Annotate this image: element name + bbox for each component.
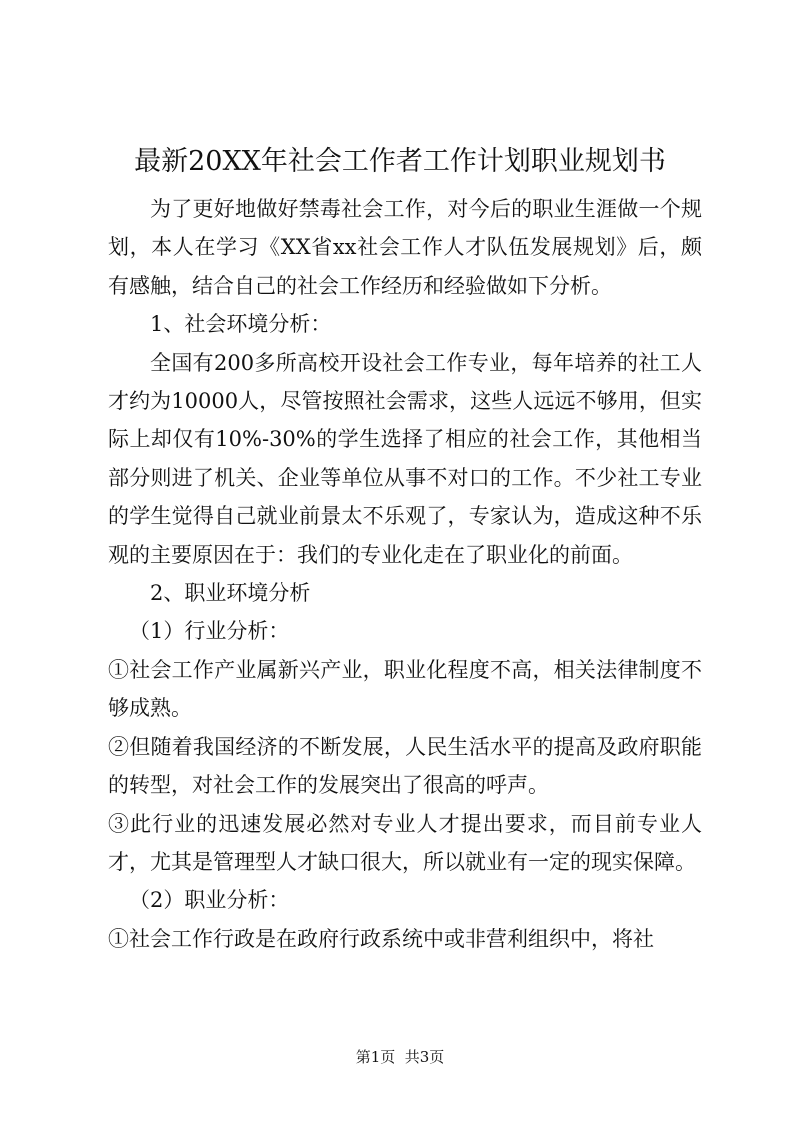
occupation-point-1: ①社会工作行政是在政府行政系统中或非营利组织中，将社 <box>108 926 654 951</box>
industry-point-1: ①社会工作产业属新兴产业，职业化程度不高，相关法律制度不够成熟。 <box>108 657 702 721</box>
intro-paragraph: 为了更好地做好禁毒社会工作，对今后的职业生涯做一个规划，本人在学习《XX省xx社会工作人才队伍发展规划》后，颇有感触，结合自己的社会工作经历和经验做如下分析。 <box>108 197 702 298</box>
section-heading-career-environment: 2、职业环境分析 <box>150 581 311 606</box>
subsection-heading-occupation-analysis: （2）职业分析： <box>129 888 290 913</box>
page-footer: 第1页 共3页 <box>355 1048 445 1066</box>
document-body <box>108 190 702 958</box>
industry-point-3: ③此行业的迅速发展必然对专业人才提出要求，而目前专业人才，尤其是管理型人才缺口很大，所以就业有一定的现实保障。 <box>108 811 702 874</box>
subsection-heading-industry-analysis: （1）行业分析： <box>129 619 290 644</box>
social-environment-paragraph: 全国有200多所高校开设社会工作专业，每年培养的社工人才约为10000人，尽管按照社会需求，这些人远远不够用，但实际上却仅有10%-30%的学生选择了相应的社会工作，其他相当部分则进了机关、企业等单位从事不对口的工作。不少社工专业的学生觉得自己就业前景太不乐观了，专家认为，造成这种不乐观的主要原因在于：我们的专业化走在了职业化的前面。 <box>108 350 702 567</box>
document-title: 最新20XX年社会工作者工作计划职业规划书 <box>134 146 666 177</box>
section-heading-social-environment: 1、社会环境分析： <box>150 312 332 337</box>
industry-point-2: ②但随着我国经济的不断发展，人民生活水平的提高及政府职能的转型，对社会工作的发展突出了很高的呼声。 <box>108 734 702 798</box>
